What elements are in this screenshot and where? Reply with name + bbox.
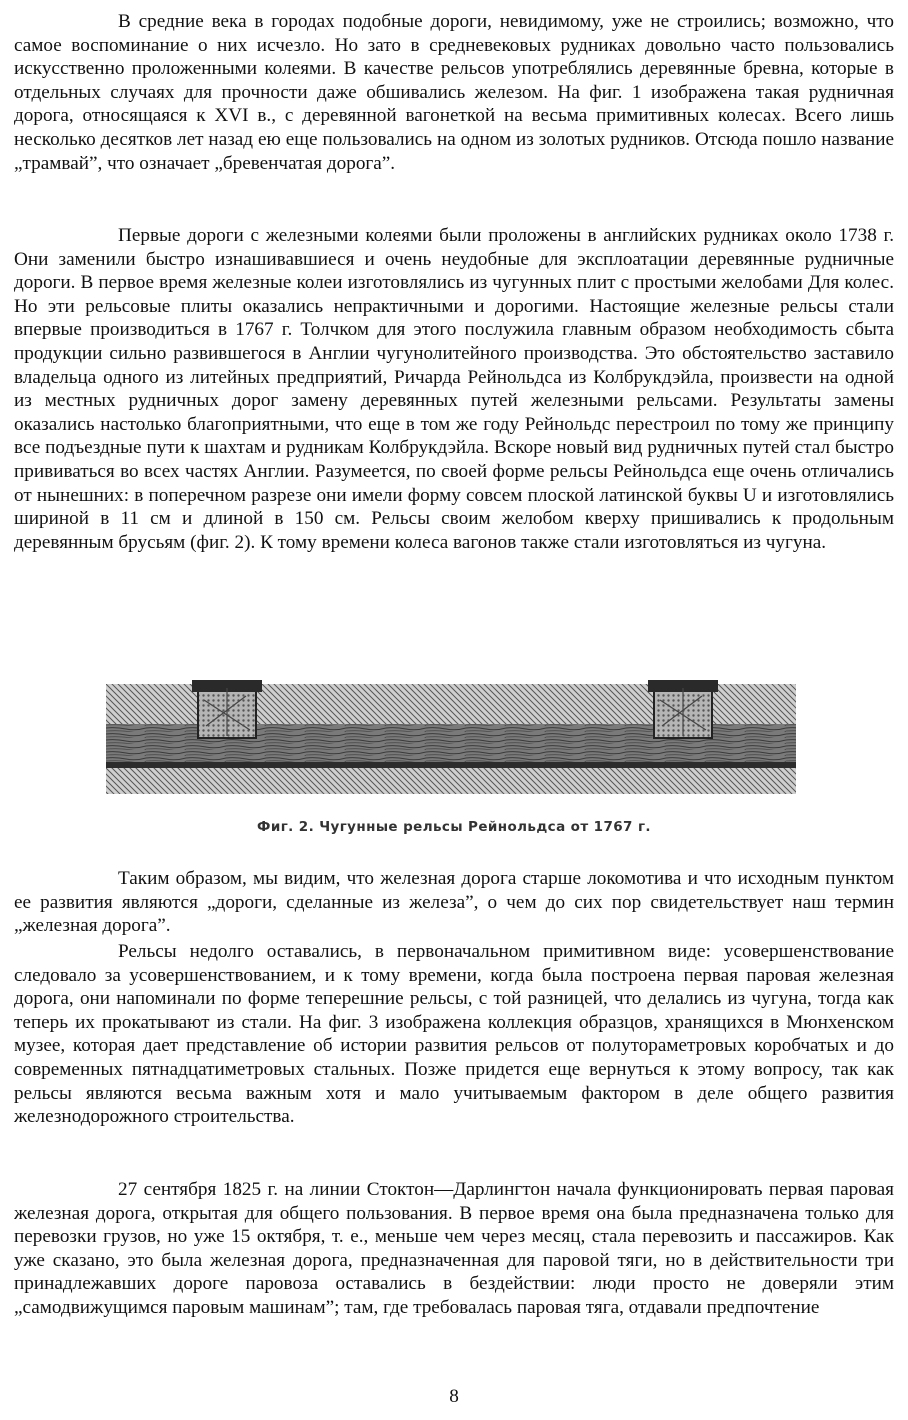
paragraph: В средние века в городах подобные дороги, невидимому, уже не строились; возможно, что самое воспоминание о них исчезло. Но зато в средневековых рудниках довольно часто пользовались искусственно проложенными колеями. В качестве рельсов употреблялись деревянные бревна, которые в отдельных случаях для прочности даже обшивались железом. На фиг. 1 изображена такая рудничная дорога, относящаяся к XVI в., с деревянной вагонеткой на весьма примитивных колесах. Всего лишь несколько десятков лет назад ею еще пользовались на одном из золотых рудников. Отсюда пошло название „трамвай”, что означает „бревенчатая дорога”.: [14, 11, 894, 174]
paragraph: Таким образом, мы видим, что железная дорога старше локомотива и что исходным пунктом ее развития являются „дороги, сделанные из железа”, о чем до сих пор свидетельствует наш термин „железная дорога”.: [14, 868, 894, 937]
beam-shadow: [106, 762, 796, 768]
figure-illustration: [106, 678, 796, 796]
paragraph: Рельсы недолго оставались, в первоначальном примитивном виде: усовершенствование следовало за усовершенствованием, и к тому времени, когда была построена первая паровая железная дорога, они напоминали по форме теперешние рельсы, с той разницей, что делались из чугуна, тогда как теперь их прокатывают из стали. На фиг. 3 изображена коллекция образцов, хранящихся в Мюнхенском музее, которая дает представление об истории развития рельсов от полутораметровых коробчатых и до современных пятнадцатиметровых стальных. Позже придется еще вернуться к этому вопросу, так как рельсы являются весьма важным хотя и мало учитываемым фактором в деле общего развития железнодорожного строительства.: [14, 941, 894, 1128]
paragraph: 27 сентября 1825 г. на линии Стоктон—Дарлингтон начала функционировать первая паровая железная дорога, открытая для общего пользования. В первое время она была предназначена только для перевозки грузов, но уже 15 октября, т. е., меньше чем через месяц, стала перевозить и пассажиров. Как уже сказано, это была железная дорога, предназначенная для паровой тяги, но в действительности три принадлежавших дороге паровоза оставались в бездействии: люди просто не доверяли этим „самодвижущимся паровым машинам”; там, где требовалась паровая тяга, отдавали предпочтение: [14, 1179, 894, 1318]
paragraph: Первые дороги с железными колеями были проложены в английских рудниках около 1738 г. Они заменили быстро изнашивавшиеся и очень неудобные для эксплоатации деревянные рудничные дороги. В первое время железные колеи изготовлялись из чугунных плит с простыми желобами Для колес. Но эти рельсовые плиты оказались непрактичными и дорогими. Настоящие железные рельсы стали впервые производиться в 1767 г. Толчком для этого послужила главным образом необходимость сбыта продукции сильно развившегося в Англии чугунолитейного производства. Это обстоятельство заставило владельца одного из литейных предприятий, Ричарда Рейнольдса из Колбрукдэйла, произвести на одной из местных рудничных дорог замену деревянных путей железными рельсами. Результаты замены оказались настолько благоприятными, что еще в том же году Рейнольдс перестроил по тому же принципу все подъездные пути к шахтам и рудникам Колбрукдэйла. Вскоре новый вид рудничных путей стал быстро прививаться во всех частях Англии. Разумеется, по своей форме рельсы Рейнольдса еще очень отличались от нынешних: в поперечном разрезе они имели форму совсем плоской латинской буквы U и изготовлялись шириной в 11 см и длиной в 150 см. Рельсы своим желобом кверху пришивались к продольным деревянным брусьям (фиг. 2). К тому времени колеса вагонов также стали изготовляться из чугуна.: [14, 225, 894, 553]
figure-caption: Фиг. 2. Чугунные рельсы Рейнольдса от 1767 г.: [257, 819, 651, 835]
page-number: 8: [449, 1386, 459, 1407]
